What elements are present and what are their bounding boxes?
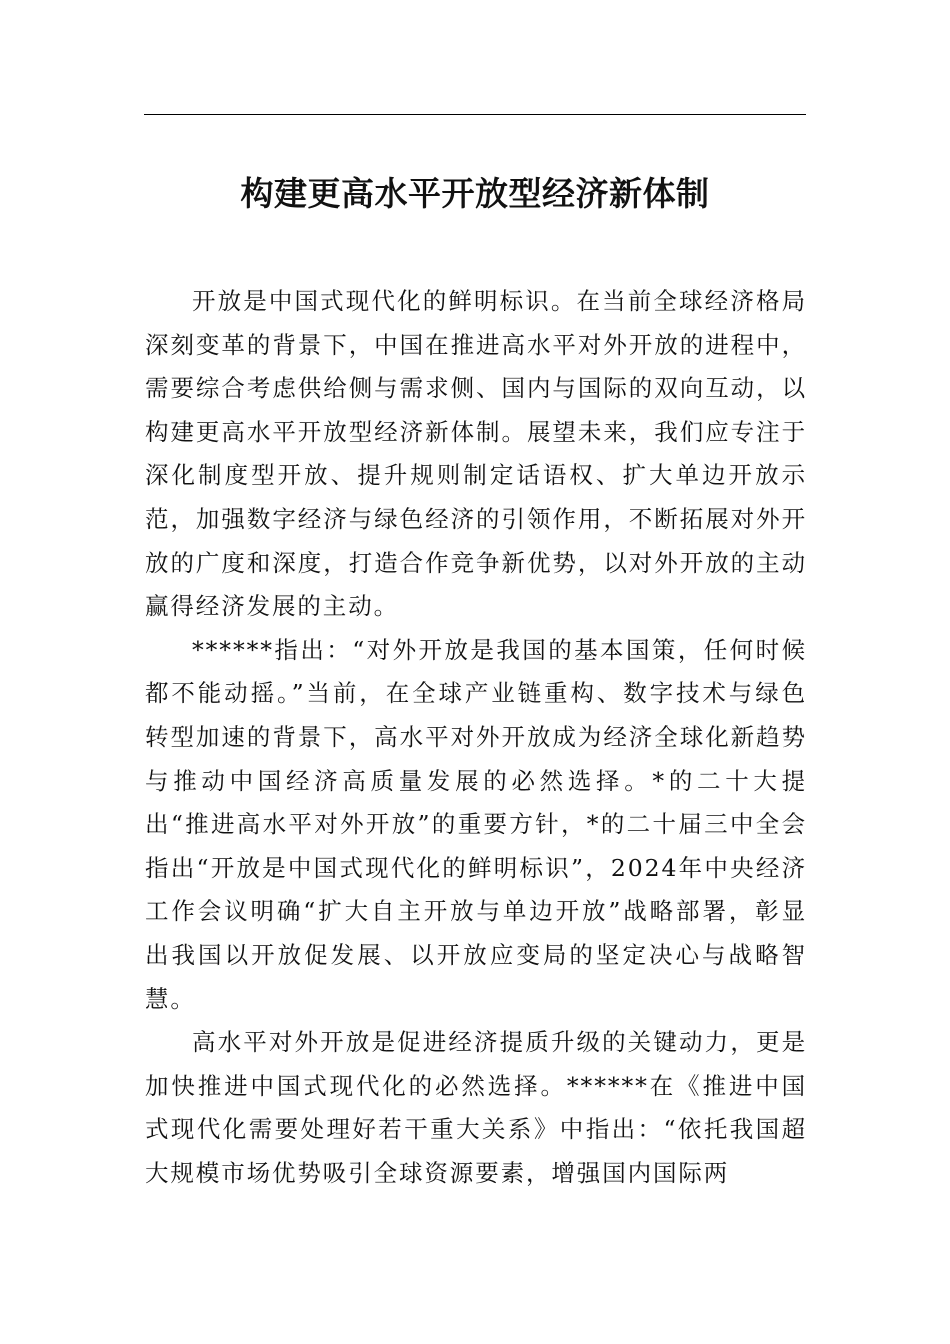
document-body xyxy=(145,280,807,1195)
document-title: 构建更高水平开放型经济新体制 xyxy=(240,174,710,213)
paragraph-1: 开放是中国式现代化的鲜明标识。在当前全球经济格局深刻变革的背景下，中国在推进高水平对外开放的进程中，需要综合考虑供给侧与需求侧、国内与国际的双向互动，以构建更高水平开放型经济新体制。展望未来，我们应专注于深化制度型开放、提升规则制定话语权、扩大单边开放示范，加强数字经济与绿色经济的引领作用，不断拓展对外开放的广度和深度，打造合作竞争新优势，以对外开放的主动赢得经济发展的主动。 xyxy=(145,287,807,621)
header-rule xyxy=(144,114,806,115)
paragraph-3: 高水平对外开放是促进经济提质升级的关键动力，更是加快推进中国式现代化的必然选择。******在《推进中国式现代化需要处理好若干重大关系》中指出：“依托我国超大规模市场优势吸引全球资源要素，增强国内国际两 xyxy=(145,1028,807,1187)
paragraph-2: ******指出：“对外开放是我国的基本国策，任何时候都不能动摇。”当前，在全球产业链重构、数字技术与绿色转型加速的背景下，高水平对外开放成为经济全球化新趋势与推动中国经济高质量发展的必然选择。*的二十大提出“推进高水平对外开放”的重要方针，*的二十届三中全会指出“开放是中国式现代化的鲜明标识”，2024年中央经济工作会议明确“扩大自主开放与单边开放”战略部署，彰显出我国以开放促发展、以开放应变局的坚定决心与战略智慧。 xyxy=(145,635,807,1013)
